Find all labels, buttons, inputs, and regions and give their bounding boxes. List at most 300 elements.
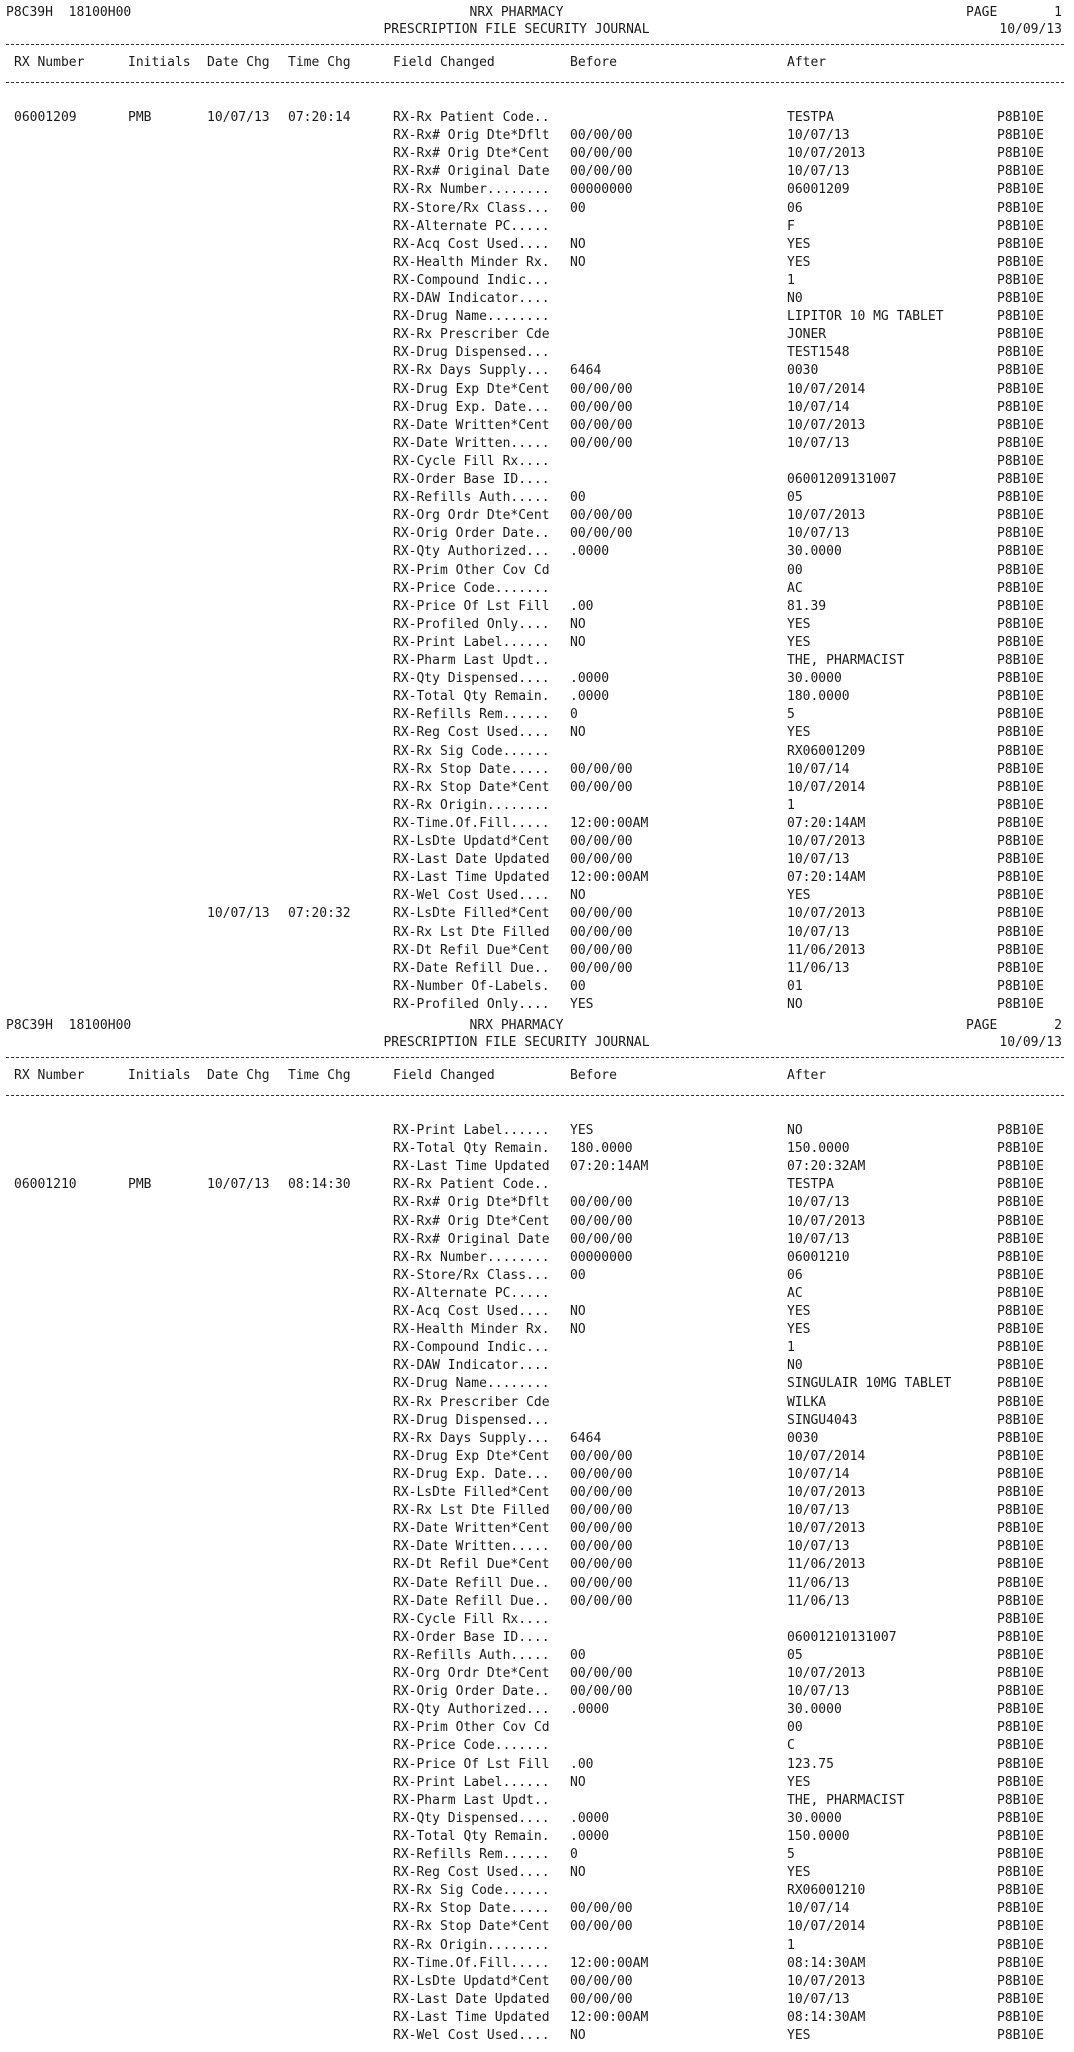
field-changed-cell: RX-Rx Lst Dte Filled (393, 924, 550, 940)
table-row (0, 1665, 1074, 1683)
field-changed-cell: RX-Rx Sig Code...... (393, 743, 550, 759)
field-changed-cell: RX-Date Refill Due.. (393, 960, 550, 976)
table-row (0, 1484, 1074, 1502)
user-id-cell: P8B10E (997, 1684, 1044, 1700)
user-id-cell: P8B10E (997, 435, 1044, 451)
table-row (0, 163, 1074, 181)
field-changed-cell: RX-Last Date Updated (393, 1991, 550, 2007)
field-changed-cell: RX-Reg Cost Used.... (393, 1865, 550, 1881)
before-cell: YES (570, 996, 594, 1012)
field-changed-cell: RX-Drug Exp Dte*Cent (393, 1448, 550, 1464)
field-changed-cell: RX-DAW Indicator.... (393, 291, 550, 306)
field-changed-cell: RX-Total Qty Remain. (393, 1828, 550, 1844)
date-chg-cell: 10/07/13 (207, 110, 270, 125)
report-title: PRESCRIPTION FILE SECURITY JOURNAL (383, 22, 650, 37)
table-row (0, 525, 1074, 543)
before-cell: 0 (570, 707, 578, 723)
field-changed-cell: RX-Rx Stop Date*Cent (393, 779, 550, 795)
user-id-cell: P8B10E (997, 1647, 1044, 1663)
before-cell: 00/00/00 (570, 1557, 633, 1573)
after-cell: N0 (787, 291, 803, 306)
after-header: After (787, 55, 827, 70)
field-changed-cell: RX-Cycle Fill Rx.... (393, 453, 550, 469)
before-cell: 00000000 (570, 1249, 633, 1265)
after-cell: 10/07/2014 (787, 1919, 866, 1935)
after-cell: 150.0000 (787, 1141, 850, 1157)
table-row (0, 254, 1074, 272)
before-cell: 00/00/00 (570, 906, 633, 922)
user-id-cell: P8B10E (997, 1448, 1044, 1464)
before-cell: 00/00/00 (570, 1684, 633, 1700)
column-header-row (0, 1067, 1074, 1085)
user-id-cell: P8B10E (997, 1828, 1044, 1844)
table-row (0, 1937, 1074, 1955)
table-row (0, 779, 1074, 797)
after-cell: YES (787, 634, 811, 650)
user-id-cell: P8B10E (997, 363, 1044, 379)
before-cell: NO (570, 1322, 586, 1338)
table-row (0, 218, 1074, 236)
field-changed-cell: RX-Drug Dispensed... (393, 1412, 550, 1428)
after-cell: YES (787, 1304, 811, 1319)
user-id-cell: P8B10E (997, 1738, 1044, 1754)
before-cell: 180.0000 (570, 1141, 633, 1157)
user-id-cell: P8B10E (997, 453, 1044, 469)
user-id-cell: P8B10E (997, 254, 1044, 270)
field-changed-cell: RX-Orig Order Date.. (393, 1684, 550, 1700)
table-row (0, 724, 1074, 742)
user-id-cell: P8B10E (997, 1430, 1044, 1446)
table-row (0, 1611, 1074, 1629)
field-changed-cell: RX-Reg Cost Used.... (393, 725, 550, 741)
table-row (0, 869, 1074, 887)
date-chg-cell: 10/07/13 (207, 1177, 270, 1193)
table-row (0, 109, 1074, 127)
field-changed-cell: RX-Date Written..... (393, 1539, 550, 1555)
after-cell: YES (787, 254, 811, 270)
rx-number-cell: 06001209 (14, 110, 77, 125)
initials-header: Initials (128, 55, 191, 70)
user-id-cell: P8B10E (997, 417, 1044, 433)
before-cell: 00/00/00 (570, 526, 633, 542)
report-program-id: P8C39H 18100H00 (6, 5, 132, 20)
table-row (0, 706, 1074, 724)
before-cell: 00/00/00 (570, 381, 633, 397)
before-cell: 12:00:00AM (570, 815, 649, 831)
field-changed-cell: RX-Orig Order Date.. (393, 526, 550, 542)
table-row (0, 1538, 1074, 1556)
after-cell: 10/07/2014 (787, 1448, 866, 1464)
table-row (0, 580, 1074, 598)
field-changed-cell: RX-Rx Sig Code...... (393, 1883, 550, 1899)
field-changed-cell: RX-Date Refill Due.. (393, 1593, 550, 1609)
rx-number-header: RX Number (14, 1068, 85, 1083)
user-id-cell: P8B10E (997, 779, 1044, 795)
after-cell: 06 (787, 200, 803, 216)
after-cell: 10/07/13 (787, 164, 850, 180)
table-row (0, 1973, 1074, 1991)
after-cell: 10/07/2013 (787, 508, 866, 524)
before-cell: 00 (570, 490, 586, 506)
after-cell: YES (787, 888, 811, 904)
before-cell: NO (570, 616, 586, 632)
table-row (0, 543, 1074, 561)
before-cell: NO (570, 888, 586, 904)
user-id-cell: P8B10E (997, 1883, 1044, 1899)
field-changed-cell: RX-Qty Dispensed.... (393, 671, 550, 687)
table-row (0, 1448, 1074, 1466)
field-changed-cell: RX-Refills Rem...... (393, 1847, 550, 1862)
user-id-cell: P8B10E (997, 345, 1044, 361)
after-cell: TESTPA (787, 110, 834, 125)
after-cell: 06001209131007 (787, 472, 897, 487)
field-changed-cell: RX-Refills Rem...... (393, 707, 550, 723)
report-header-line (0, 1017, 1074, 1035)
field-changed-cell: RX-Print Label...... (393, 1774, 550, 1790)
table-row (0, 471, 1074, 489)
after-cell: 06001210 (787, 1249, 850, 1265)
before-cell: 00/00/00 (570, 1503, 633, 1519)
before-cell: NO (570, 1304, 586, 1319)
field-changed-cell: RX-Price Code....... (393, 580, 550, 596)
after-cell: 10/07/2013 (787, 1485, 866, 1500)
field-changed-cell: RX-Qty Dispensed.... (393, 1810, 550, 1826)
field-changed-cell: RX-Qty Authorized... (393, 1702, 550, 1718)
user-id-cell: P8B10E (997, 689, 1044, 705)
table-row (0, 1285, 1074, 1303)
table-row (0, 1792, 1074, 1810)
field-changed-cell: RX-Compound Indic... (393, 272, 550, 288)
after-cell: 1 (787, 797, 795, 813)
report-title-line (0, 21, 1074, 39)
after-cell: 1 (787, 272, 795, 288)
table-row (0, 562, 1074, 580)
field-changed-cell: RX-Dt Refil Due*Cent (393, 1557, 550, 1573)
before-cell: 12:00:00AM (570, 870, 649, 886)
field-changed-cell: RX-Pharm Last Updt.. (393, 653, 550, 668)
before-header: Before (570, 1068, 617, 1083)
after-cell: 0030 (787, 363, 819, 379)
table-row (0, 1321, 1074, 1339)
user-id-cell: P8B10E (997, 653, 1044, 668)
user-id-cell: P8B10E (997, 725, 1044, 741)
field-changed-cell: RX-Date Written*Cent (393, 417, 550, 433)
after-cell: 10/07/2013 (787, 417, 866, 433)
before-cell: 00/00/00 (570, 1485, 633, 1500)
after-cell: NO (787, 1123, 803, 1138)
user-id-cell: P8B10E (997, 544, 1044, 560)
after-cell: 30.0000 (787, 671, 842, 687)
field-changed-cell: RX-Rx Prescriber Cde (393, 1394, 550, 1410)
field-changed-cell: RX-Rx Origin........ (393, 797, 550, 813)
field-changed-cell: RX-Last Time Updated (393, 2009, 550, 2025)
after-cell: JONER (787, 327, 827, 343)
company-name: NRX PHARMACY (469, 5, 564, 20)
field-changed-header: Field Changed (393, 55, 495, 70)
table-row (0, 308, 1074, 326)
field-changed-cell: RX-Last Time Updated (393, 1159, 550, 1175)
user-id-cell: P8B10E (997, 1521, 1044, 1537)
after-cell: 10/07/14 (787, 399, 850, 415)
after-cell: RX06001210 (787, 1883, 866, 1899)
after-cell: F (787, 218, 795, 234)
field-changed-cell: RX-Alternate PC..... (393, 218, 550, 234)
before-cell: 00/00/00 (570, 164, 633, 180)
table-row (0, 797, 1074, 815)
user-id-cell: P8B10E (997, 508, 1044, 524)
user-id-cell: P8B10E (997, 110, 1044, 125)
user-id-cell: P8B10E (997, 1376, 1044, 1392)
table-row (0, 272, 1074, 290)
after-cell: AC (787, 580, 803, 596)
before-cell: 00/00/00 (570, 924, 633, 940)
rx-number-cell: 06001210 (14, 1177, 77, 1193)
after-cell: 06001209 (787, 182, 850, 198)
before-cell: 00 (570, 1267, 586, 1283)
user-id-cell: P8B10E (997, 1774, 1044, 1790)
user-id-cell: P8B10E (997, 1340, 1044, 1356)
date-chg-cell: 10/07/13 (207, 906, 270, 922)
after-cell: 10/07/2014 (787, 381, 866, 397)
table-row (0, 2027, 1074, 2045)
field-changed-cell: RX-Rx Lst Dte Filled (393, 1503, 550, 1519)
before-cell: NO (570, 725, 586, 741)
user-id-cell: P8B10E (997, 707, 1044, 723)
field-changed-cell: RX-Print Label...... (393, 634, 550, 650)
after-cell: SINGU4043 (787, 1412, 858, 1428)
time-chg-cell: 07:20:32 (288, 906, 351, 922)
table-row (0, 1394, 1074, 1412)
field-changed-cell: RX-Wel Cost Used.... (393, 2028, 550, 2043)
time-chg-cell: 07:20:14 (288, 110, 351, 125)
field-changed-cell: RX-Order Base ID.... (393, 1629, 550, 1645)
table-row (0, 1575, 1074, 1593)
before-cell: 00/00/00 (570, 834, 633, 849)
table-row (0, 652, 1074, 670)
after-cell: 30.0000 (787, 1810, 842, 1826)
after-cell: 10/07/2013 (787, 834, 866, 849)
after-cell: 10/07/2013 (787, 906, 866, 922)
field-changed-cell: RX-Drug Name........ (393, 1376, 550, 1392)
table-row (0, 1176, 1074, 1194)
field-changed-cell: RX-Print Label...... (393, 1123, 550, 1138)
field-changed-cell: RX-Acq Cost Used.... (393, 1304, 550, 1319)
table-row (0, 1864, 1074, 1882)
field-changed-cell: RX-Drug Dispensed... (393, 345, 550, 361)
user-id-cell: P8B10E (997, 2028, 1044, 2043)
after-cell: 5 (787, 1847, 795, 1862)
table-row (0, 489, 1074, 507)
user-id-cell: P8B10E (997, 291, 1044, 306)
user-id-cell: P8B10E (997, 1865, 1044, 1881)
table-row (0, 2009, 1074, 2027)
user-id-cell: P8B10E (997, 128, 1044, 144)
user-id-cell: P8B10E (997, 942, 1044, 958)
table-row (0, 1593, 1074, 1611)
field-changed-cell: RX-Rx# Original Date (393, 1231, 550, 1247)
user-id-cell: P8B10E (997, 1702, 1044, 1718)
table-row (0, 1629, 1074, 1647)
after-cell: 30.0000 (787, 1702, 842, 1718)
user-id-cell: P8B10E (997, 852, 1044, 868)
before-cell: 00/00/00 (570, 435, 633, 451)
user-id-cell: P8B10E (997, 146, 1044, 162)
table-row (0, 996, 1074, 1014)
user-id-cell: P8B10E (997, 164, 1044, 180)
before-cell: NO (570, 1865, 586, 1881)
table-row (0, 761, 1074, 779)
table-row (0, 924, 1074, 942)
user-id-cell: P8B10E (997, 1666, 1044, 1681)
after-cell: 180.0000 (787, 689, 850, 705)
after-cell: 10/07/2013 (787, 1666, 866, 1681)
field-changed-cell: RX-Drug Exp Dte*Cent (393, 381, 550, 397)
initials-cell: PMB (128, 110, 152, 125)
before-cell: 12:00:00AM (570, 1955, 649, 1971)
after-cell: 05 (787, 490, 803, 506)
field-changed-cell: RX-Last Date Updated (393, 852, 550, 868)
after-cell: 150.0000 (787, 1828, 850, 1844)
table-row (0, 290, 1074, 308)
after-cell: 10/07/2014 (787, 779, 866, 795)
after-cell: 10/07/13 (787, 924, 850, 940)
user-id-cell: P8B10E (997, 309, 1044, 325)
table-row (0, 1701, 1074, 1719)
field-changed-cell: RX-Last Time Updated (393, 870, 550, 886)
field-changed-cell: RX-Store/Rx Class... (393, 200, 550, 216)
time-chg-cell: 08:14:30 (288, 1177, 351, 1193)
page-number: 2 (1054, 1018, 1062, 1033)
time-chg-header: Time Chg (288, 1068, 351, 1083)
user-id-cell: P8B10E (997, 1629, 1044, 1645)
field-changed-cell: RX-Acq Cost Used.... (393, 236, 550, 252)
user-id-cell: P8B10E (997, 490, 1044, 506)
user-id-cell: P8B10E (997, 1955, 1044, 1971)
table-row (0, 1774, 1074, 1792)
user-id-cell: P8B10E (997, 1322, 1044, 1338)
user-id-cell: P8B10E (997, 1123, 1044, 1138)
table-row (0, 435, 1074, 453)
field-changed-cell: RX-Drug Name........ (393, 309, 550, 325)
before-cell: 0 (570, 1847, 578, 1862)
user-id-cell: P8B10E (997, 1901, 1044, 1917)
user-id-cell: P8B10E (997, 1847, 1044, 1862)
user-id-cell: P8B10E (997, 1485, 1044, 1500)
before-header: Before (570, 55, 617, 70)
table-row (0, 1231, 1074, 1249)
after-cell: 07:20:14AM (787, 815, 866, 831)
user-id-cell: P8B10E (997, 1810, 1044, 1826)
after-cell: 11/06/2013 (787, 942, 866, 958)
table-row (0, 670, 1074, 688)
after-cell: 5 (787, 707, 795, 723)
before-cell: 00 (570, 200, 586, 216)
field-changed-cell: RX-Rx Patient Code.. (393, 110, 550, 125)
user-id-cell: P8B10E (997, 381, 1044, 397)
after-cell: YES (787, 236, 811, 252)
field-changed-cell: RX-Rx Days Supply... (393, 363, 550, 379)
user-id-cell: P8B10E (997, 1539, 1044, 1555)
field-changed-cell: RX-Rx Prescriber Cde (393, 327, 550, 343)
user-id-cell: P8B10E (997, 761, 1044, 777)
field-changed-cell: RX-LsDte Updatd*Cent (393, 834, 550, 849)
before-cell: 00/00/00 (570, 1231, 633, 1247)
after-header: After (787, 1068, 827, 1083)
after-cell: RX06001209 (787, 743, 866, 759)
before-cell: 00/00/00 (570, 779, 633, 795)
table-row (0, 399, 1074, 417)
after-cell: 11/06/13 (787, 1575, 850, 1591)
user-id-cell: P8B10E (997, 1720, 1044, 1736)
after-cell: TEST1548 (787, 345, 850, 361)
field-changed-cell: RX-Price Of Lst Fill (393, 1756, 550, 1772)
before-cell: 00/00/00 (570, 1575, 633, 1591)
table-row (0, 200, 1074, 218)
table-row (0, 326, 1074, 344)
table-row (0, 1810, 1074, 1828)
before-cell: 00/00/00 (570, 1973, 633, 1989)
after-cell: 10/07/13 (787, 852, 850, 868)
before-cell: 00/00/00 (570, 1666, 633, 1681)
before-cell: NO (570, 254, 586, 270)
after-cell: 05 (787, 1647, 803, 1663)
field-changed-cell: RX-Date Written*Cent (393, 1521, 550, 1537)
after-cell: 06001210131007 (787, 1629, 897, 1645)
initials-cell: PMB (128, 1177, 152, 1193)
report-program-id: P8C39H 18100H00 (6, 1018, 132, 1033)
field-changed-cell: RX-Profiled Only.... (393, 996, 550, 1012)
table-row (0, 1122, 1074, 1140)
user-id-cell: P8B10E (997, 1159, 1044, 1175)
field-changed-cell: RX-Pharm Last Updt.. (393, 1792, 550, 1808)
table-row (0, 1991, 1074, 2009)
after-cell: 11/06/2013 (787, 1557, 866, 1573)
after-cell: 10/07/14 (787, 1466, 850, 1482)
user-id-cell: P8B10E (997, 1575, 1044, 1591)
field-changed-cell: RX-Rx Number........ (393, 1249, 550, 1265)
before-cell: 00/00/00 (570, 417, 633, 433)
field-changed-cell: RX-Date Written..... (393, 435, 550, 451)
user-id-cell: P8B10E (997, 1937, 1044, 1953)
field-changed-cell: RX-Health Minder Rx. (393, 1322, 550, 1338)
field-changed-cell: RX-DAW Indicator.... (393, 1358, 550, 1374)
user-id-cell: P8B10E (997, 327, 1044, 343)
before-cell: 00 (570, 978, 586, 994)
field-changed-cell: RX-Org Ordr Dte*Cent (393, 1666, 550, 1681)
table-row (0, 1719, 1074, 1737)
before-cell: NO (570, 634, 586, 650)
after-cell: 00 (787, 1720, 803, 1736)
after-cell: 10/07/13 (787, 1991, 850, 2007)
field-changed-cell: RX-Rx Days Supply... (393, 1430, 550, 1446)
before-cell: 00/00/00 (570, 1466, 633, 1482)
before-cell: .0000 (570, 689, 610, 705)
after-cell: 11/06/13 (787, 960, 850, 976)
before-cell: 00/00/00 (570, 1539, 633, 1555)
table-row (0, 1339, 1074, 1357)
field-changed-cell: RX-Rx# Orig Dte*Cent (393, 1213, 550, 1229)
user-id-cell: P8B10E (997, 1285, 1044, 1301)
field-changed-cell: RX-Rx# Orig Dte*Cent (393, 146, 550, 162)
field-changed-cell: RX-Wel Cost Used.... (393, 888, 550, 904)
before-cell: 00/00/00 (570, 761, 633, 777)
table-row (0, 1756, 1074, 1774)
user-id-cell: P8B10E (997, 526, 1044, 542)
date-chg-header: Date Chg (207, 55, 270, 70)
user-id-cell: P8B10E (997, 671, 1044, 687)
user-id-cell: P8B10E (997, 1141, 1044, 1157)
field-changed-cell: RX-Total Qty Remain. (393, 1141, 550, 1157)
